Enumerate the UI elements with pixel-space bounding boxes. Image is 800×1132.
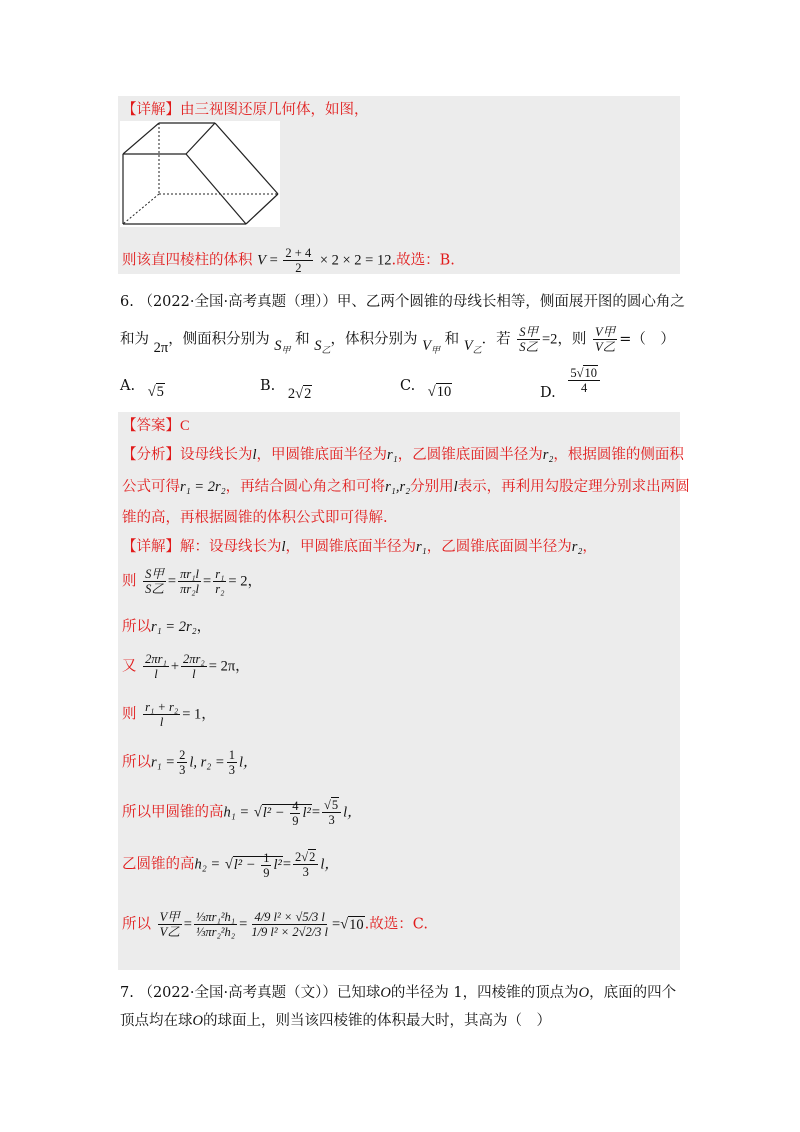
q7-l1a: 已知球 [336, 985, 381, 1001]
s1-f2n: πr₁l [180, 567, 200, 581]
step-1: 则 $\frac{\text{S甲}}{\text{S乙}}$ = $\frac{\text{πr₁l}}{\text{πr₂l}}$ = $\frac{\text{r₁}}{\text{r₂}}$ = 2， [122, 567, 262, 596]
s7-pre: 乙圆锥的高 [122, 856, 195, 873]
q6-stem-line2 [120, 325, 675, 354]
q6-number: 6. [120, 294, 134, 310]
s6-h: h₁ = [223, 804, 250, 821]
s6-end: l， [343, 804, 362, 821]
q6-stem-line1 [120, 292, 685, 312]
s6-rd: 3 [328, 813, 335, 827]
detail-l1a: 解：设母线长为 [180, 539, 282, 555]
s3-f1n: 2πr₁ [145, 652, 167, 666]
s5-a: r₁ = [151, 754, 176, 771]
s8-pre: 所以 [122, 916, 151, 933]
s5-f2n: 1 [228, 748, 235, 762]
analysis-l2l: l [453, 479, 458, 495]
s3-f1d: l [154, 667, 158, 681]
ask-eq: =（ ） [619, 331, 675, 348]
s4-end: = 1， [182, 706, 216, 723]
s5-b: l, r₂ = [189, 754, 225, 771]
q7-o3: O [192, 1013, 203, 1029]
s5-c: l， [238, 754, 258, 771]
s7-eq: = [282, 856, 292, 873]
s4-fn: r₁ + r₂ [145, 700, 179, 714]
s2-end: ， [196, 619, 212, 635]
option-d-num-pre: 5 [570, 366, 577, 380]
s8-val: 10 [349, 916, 364, 933]
option-b[interactable]: B. 2√2 [260, 378, 312, 402]
s1-f1n: S甲 [145, 567, 164, 581]
s3-plus: + [170, 658, 180, 675]
analysis-l1: 设母线长为 [180, 447, 253, 463]
q7-l1b: 的半径为 1，四棱锥的顶点为 [390, 985, 579, 1001]
s6-fd: 9 [292, 813, 299, 828]
ratio-eq: =2 [542, 331, 558, 348]
q7-number: 7. [120, 985, 134, 1001]
s5-pre: 所以 [122, 754, 151, 771]
analysis-r1: r₁ [387, 447, 398, 463]
s8-end: .故选：C. [364, 916, 428, 933]
volume-v: V [257, 252, 266, 269]
s3-pre: 又 [122, 658, 137, 675]
s7-fd: 9 [263, 865, 270, 880]
q6-analysis-line2 [122, 477, 690, 497]
step-2 [122, 617, 211, 637]
q7-source: （2022·全国·高考真题（文）） [138, 985, 337, 1001]
answer-value: C [180, 418, 190, 434]
detail-tag: 【详解】 [122, 102, 180, 118]
s8-f1n: V甲 [159, 910, 180, 924]
step-5 [122, 748, 258, 777]
q7-o2: O [578, 985, 590, 1001]
s6-rn-sqrt: 5 [331, 798, 339, 812]
s1-f1d: S乙 [145, 582, 164, 596]
s4-pre: 则 [122, 706, 137, 723]
answer-tag: 【答案】 [122, 418, 180, 434]
s7-h: h₂ = [194, 856, 221, 873]
q5-detail-line [122, 100, 369, 120]
analysis-l2c: 分别用 [410, 479, 454, 495]
ask-den: V乙 [595, 340, 616, 354]
v-jia: V [422, 337, 432, 354]
s8-f2n: ⅓πr₁²h₁ [195, 910, 236, 924]
detail-l1l: l [281, 539, 286, 555]
option-d[interactable]: D. $\frac{5√10}{4}$ [540, 366, 602, 395]
step-6: 所以甲圆锥的高h₁ = √l² − $\frac{4}{9}$ l²= $\frac{√5}{3}$ l， [122, 798, 362, 828]
q6-source: （2022·全国·高考真题（理）） [138, 294, 337, 310]
q5-conclusion: .故选：B. [391, 252, 455, 269]
detail-l1d: ， [582, 539, 597, 555]
option-d-den: 4 [581, 381, 588, 395]
prism-figure [120, 121, 280, 227]
analysis-l2a: 公式可得 [122, 479, 180, 495]
s1-f3d: r₂ [215, 582, 225, 596]
q7-stem-line2 [120, 1011, 551, 1031]
ratio-num: S甲 [519, 325, 538, 339]
q6-analysis-line3 [122, 508, 388, 528]
detail-l1b: ，甲圆锥底面半径为 [285, 539, 417, 555]
s5-f1d: 3 [179, 763, 186, 777]
stem2-a: 和为 [120, 331, 149, 348]
v-yi-sub: 乙 [472, 344, 482, 355]
q7-stem-line1 [120, 983, 676, 1003]
analysis-l2d: 表示，再利用勾股定理分别求出两圆 [457, 479, 690, 495]
ratio-den: S乙 [519, 340, 538, 354]
q6-stem1: 甲、乙两个圆锥的母线长相等，侧面展开图的圆心角之 [336, 294, 685, 310]
analysis-l1c: ，乙圆锥底面圆半径为 [397, 447, 543, 463]
step-7: 乙圆锥的高h₂ = √l² − $\frac{1}{9}$ l²= $\frac{2√2}{3}$ l， [122, 850, 339, 880]
two-pi: 2π [153, 339, 169, 356]
option-b-value: 2 [304, 386, 312, 402]
detail-text: 由三视图还原几何体，如图， [180, 102, 369, 118]
s7-rad: l² − [233, 856, 260, 873]
s5-f1n: 2 [179, 748, 186, 762]
detail-l1r2: r₂ [571, 539, 583, 555]
s6-eq: = [311, 804, 321, 821]
analysis-tag: 【分析】 [122, 447, 180, 463]
s3-f2d: l [192, 667, 196, 681]
option-d-num-value: 10 [584, 366, 597, 380]
ratio-fraction [517, 325, 540, 354]
option-a[interactable]: A. √5 [120, 378, 164, 400]
volume-eq: = [265, 252, 282, 269]
ask-fraction [593, 325, 617, 354]
s8-eq: = [332, 916, 341, 933]
analysis-l2eq: r₁ = 2r₂ [180, 479, 226, 495]
q6-detail-tag: 【详解】 [122, 539, 180, 555]
step-8: 所以 $\frac{\text{V甲}}{\text{V乙}}$ = $\frac{\text{⅓πr₁²h₁}}{\text{⅓πr₂²h₂}}$ = $\frac{\text{4/9 l² × √5/3 l}}{\text{1/9 l² × 2√2/3 l}}$ =√10.故选：C. [122, 910, 428, 939]
s-yi: S [314, 337, 322, 354]
detail-l1c: ，乙圆锥底面圆半径为 [426, 539, 572, 555]
option-b-label: B. [260, 378, 276, 394]
s8-f3d: 1/9 l² × 2√2/3 l [251, 925, 329, 939]
analysis-l2r: r₁,r₂ [385, 479, 411, 495]
v-yi: V [463, 337, 473, 354]
volume-num: 2 + 4 [285, 246, 312, 260]
option-d-label: D. [540, 384, 556, 401]
s7-rn-sqrt: 2 [309, 850, 316, 864]
option-a-value: 5 [156, 384, 164, 400]
s1-end: = 2， [228, 573, 262, 590]
detail-l1r1: r₁ [416, 539, 427, 555]
analysis-l: l [252, 447, 257, 463]
s-yi-sub: 乙 [321, 344, 331, 355]
analysis-l3: 锥的高，再根据圆锥的体积公式即可得解. [122, 510, 388, 526]
s-jia: S [274, 337, 282, 354]
s3-end: = 2π， [208, 658, 250, 675]
s6-fn: 4 [292, 798, 299, 813]
s3-f2n: 2πr₂ [183, 652, 205, 666]
s2-pre: 所以 [122, 619, 151, 635]
step-4 [122, 700, 216, 729]
analysis-l1b: ，甲圆锥底面半径为 [256, 447, 388, 463]
volume-den: 2 [295, 261, 302, 275]
option-b-pre: 2 [287, 386, 296, 402]
option-c-label: C. [400, 378, 416, 394]
v-jia-sub: 甲 [431, 344, 441, 355]
s7-fn: 1 [263, 850, 270, 865]
volume-prefix: 则该直四棱柱的体积 [122, 252, 253, 269]
s6-pre: 所以甲圆锥的高 [122, 804, 224, 821]
stem2-e: ，则 [557, 331, 587, 348]
stem2-d: ．若 [481, 331, 511, 348]
stem2-b: ，侧面积分别为 [168, 331, 270, 348]
s8-f3n: 4/9 l² × √5/3 l [254, 910, 325, 924]
analysis-l2b: ，再结合圆心角之和可将 [225, 479, 386, 495]
q6-detail-line1 [122, 537, 597, 557]
step-3 [122, 652, 250, 681]
s6-rad2: l² [302, 804, 311, 821]
s1-pre: 则 [122, 573, 137, 590]
s7-rad2: l² [273, 856, 282, 873]
s7-rn-pre: 2 [295, 850, 302, 864]
s7-end: l， [320, 856, 339, 873]
s5-f2d: 3 [228, 763, 235, 777]
s1-f2d: πr₂l [180, 582, 200, 596]
s8-f2d: ⅓πr₂²h₂ [195, 925, 236, 939]
s2-eq: r₁ = 2r₂ [151, 619, 197, 635]
q7-l2b: 的球面上，则当该四棱锥的体积最大时，其高为（ ） [202, 1013, 551, 1029]
ask-num: V甲 [595, 325, 616, 339]
s-jia-sub: 甲 [281, 344, 291, 355]
analysis-r2: r₂ [542, 447, 554, 463]
q5-volume-line [122, 246, 455, 275]
option-c[interactable]: C. √10 [400, 378, 452, 400]
s8-f1d: V乙 [159, 925, 180, 939]
q7-l2a: 顶点均在球 [120, 1013, 193, 1029]
stem2-and1: 和 [295, 331, 310, 348]
s1-f3n: r₁ [215, 567, 225, 581]
volume-fraction [283, 246, 313, 275]
s7-rd: 3 [302, 865, 309, 879]
volume-rest: × 2 × 2 = 12 [319, 252, 392, 269]
option-c-value: 10 [436, 384, 452, 400]
s4-fd: l [159, 715, 164, 729]
option-a-label: A. [120, 378, 136, 394]
q7-o1: O [380, 985, 391, 1001]
q6-analysis-line1 [122, 445, 684, 465]
q7-l1c: ，底面的四个 [589, 985, 677, 1001]
stem2-c: ，体积分别为 [330, 331, 418, 348]
s6-rad: l² − [262, 804, 289, 821]
analysis-l1d: ，根据圆锥的侧面积 [553, 447, 684, 463]
q6-answer [122, 416, 190, 436]
stem2-and2: 和 [444, 331, 460, 348]
